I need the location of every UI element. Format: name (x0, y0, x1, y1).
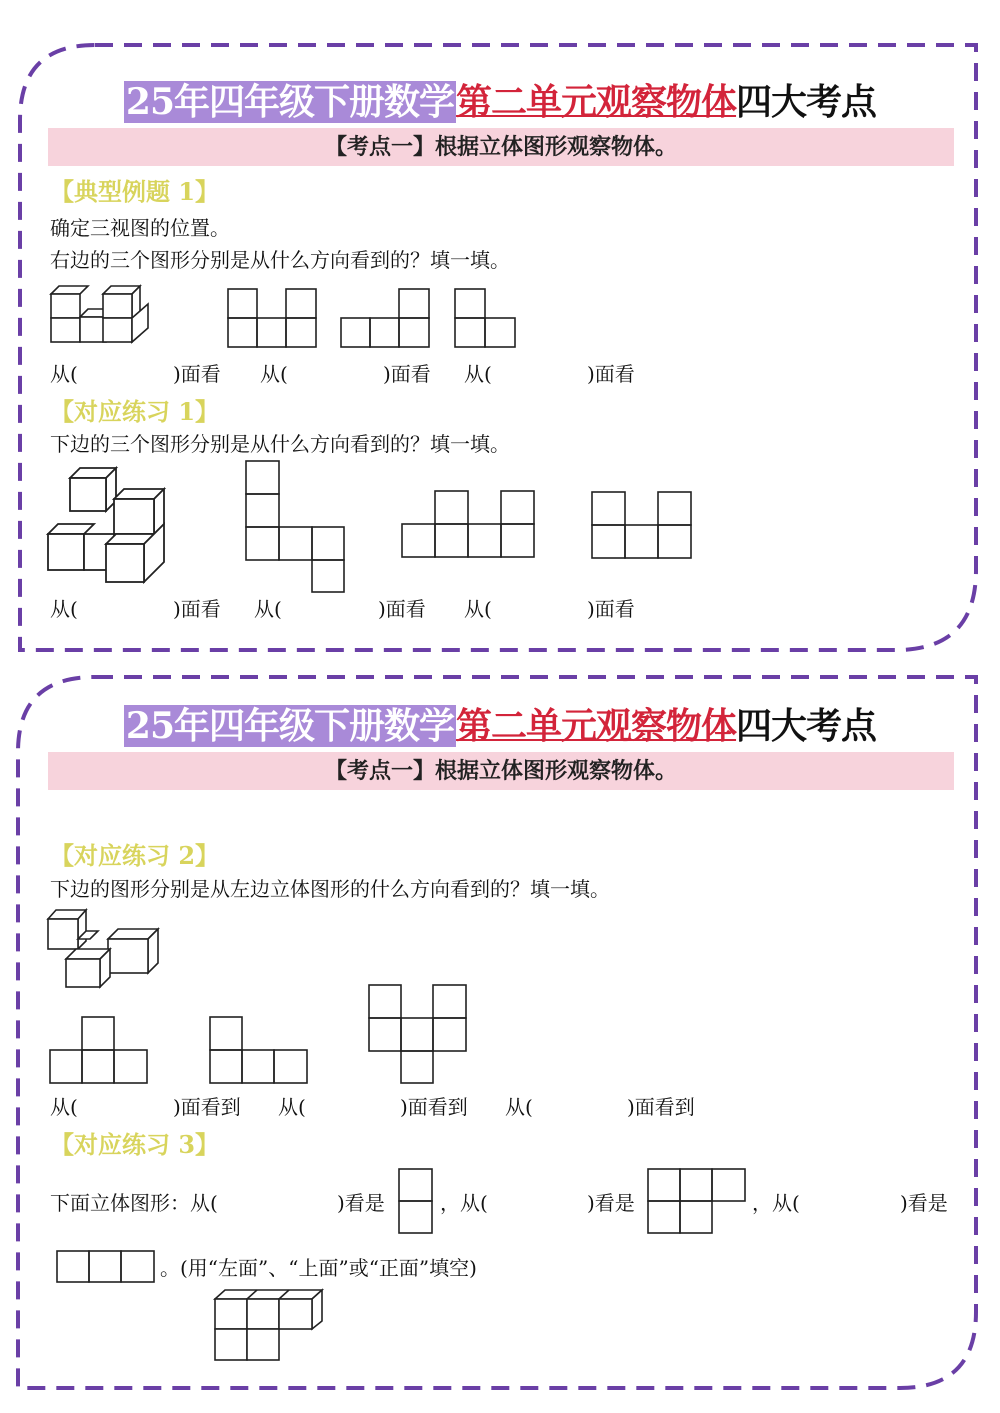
practice-2-line: 下边的图形分别是从左边立体图形的什么方向看到的？填一填。 (50, 877, 610, 901)
practice-2-tag: 【对应练习 2】 (50, 841, 220, 870)
practice-3-see-3: )看是 (900, 1191, 948, 1215)
answer-2-close: )面看 (383, 362, 431, 386)
practice-2-view-b (208, 1015, 312, 1087)
title-part-3-repeat: 四大考点 (736, 705, 877, 747)
example-view-b (339, 287, 433, 349)
practice-1-answer-3-open: 从( (464, 597, 492, 621)
example-line-1: 确定三视图的位置。 (50, 216, 230, 240)
answer-2-open: 从( (260, 362, 288, 386)
practice-3-view-1 (397, 1167, 435, 1235)
practice-3-see-2: )看是 (587, 1191, 635, 1215)
practice-1-answer-2-close: )面看 (378, 597, 426, 621)
title-part-1: 25年四年级下册数学 (125, 81, 455, 123)
practice-3-lead: 下面立体图形：从( (50, 1191, 218, 1215)
practice-3-tag: 【对应练习 3】 (50, 1130, 220, 1159)
practice-3-comma-2: ，从( (752, 1191, 800, 1215)
title-part-2: 第二单元观察物体 (456, 81, 737, 123)
practice-2-answer-2-open: 从( (278, 1095, 306, 1119)
example-view-c (453, 287, 519, 349)
answer-1-close: )面看 (173, 362, 221, 386)
practice-2-answer-1-close: )面看到 (173, 1095, 241, 1119)
practice-1-view-a (244, 459, 348, 595)
practice-1-answer-1-open: 从( (50, 597, 78, 621)
practice-2-answer-1-open: 从( (50, 1095, 78, 1119)
practice-3-view-3 (55, 1249, 159, 1285)
kaodian-banner: 【考点一】根据立体图形观察物体。 (48, 128, 954, 166)
practice-1-tag: 【对应练习 1】 (50, 397, 220, 426)
practice-3-see-1: )看是 (337, 1191, 385, 1215)
answer-3-open: 从( (464, 362, 492, 386)
practice-1-view-c (590, 490, 694, 562)
title-part-2-repeat: 第二单元观察物体 (456, 705, 737, 747)
example-line-2: 右边的三个图形分别是从什么方向看到的？填一填。 (50, 248, 510, 272)
kaodian-banner-repeat: 【考点一】根据立体图形观察物体。 (48, 752, 954, 790)
practice-3-view-2 (646, 1167, 750, 1235)
practice-2-view-a (48, 1015, 152, 1087)
practice-1-line: 下边的三个图形分别是从什么方向看到的？填一填。 (50, 432, 510, 456)
title-part-3: 四大考点 (736, 81, 877, 123)
practice-3-note: 。(用“左面”、“上面”或“正面”填空) (160, 1256, 477, 1280)
page-title (0, 74, 1000, 125)
answer-3-close: )面看 (587, 362, 635, 386)
example-solid-figure (48, 282, 158, 348)
practice-1-answer-2-open: 从( (254, 597, 282, 621)
example-tag: 【典型例题 1】 (50, 177, 220, 206)
practice-1-solid-figure (46, 466, 172, 586)
practice-2-answer-3-open: 从( (505, 1095, 533, 1119)
example-view-a (226, 287, 320, 349)
practice-1-answer-3-close: )面看 (587, 597, 635, 621)
answer-1-open: 从( (50, 362, 78, 386)
practice-2-solid-figure (46, 907, 164, 991)
practice-1-answer-1-close: )面看 (173, 597, 221, 621)
practice-3-comma-1: ，从( (440, 1191, 488, 1215)
title-part-1-repeat: 25年四年级下册数学 (125, 705, 455, 747)
practice-2-answer-2-close: )面看到 (400, 1095, 468, 1119)
practice-2-answer-3-close: )面看到 (627, 1095, 695, 1119)
practice-3-solid-figure (212, 1287, 326, 1365)
practice-2-view-c (367, 983, 471, 1087)
practice-1-view-b (400, 489, 538, 561)
page-title-repeat (0, 698, 1000, 749)
